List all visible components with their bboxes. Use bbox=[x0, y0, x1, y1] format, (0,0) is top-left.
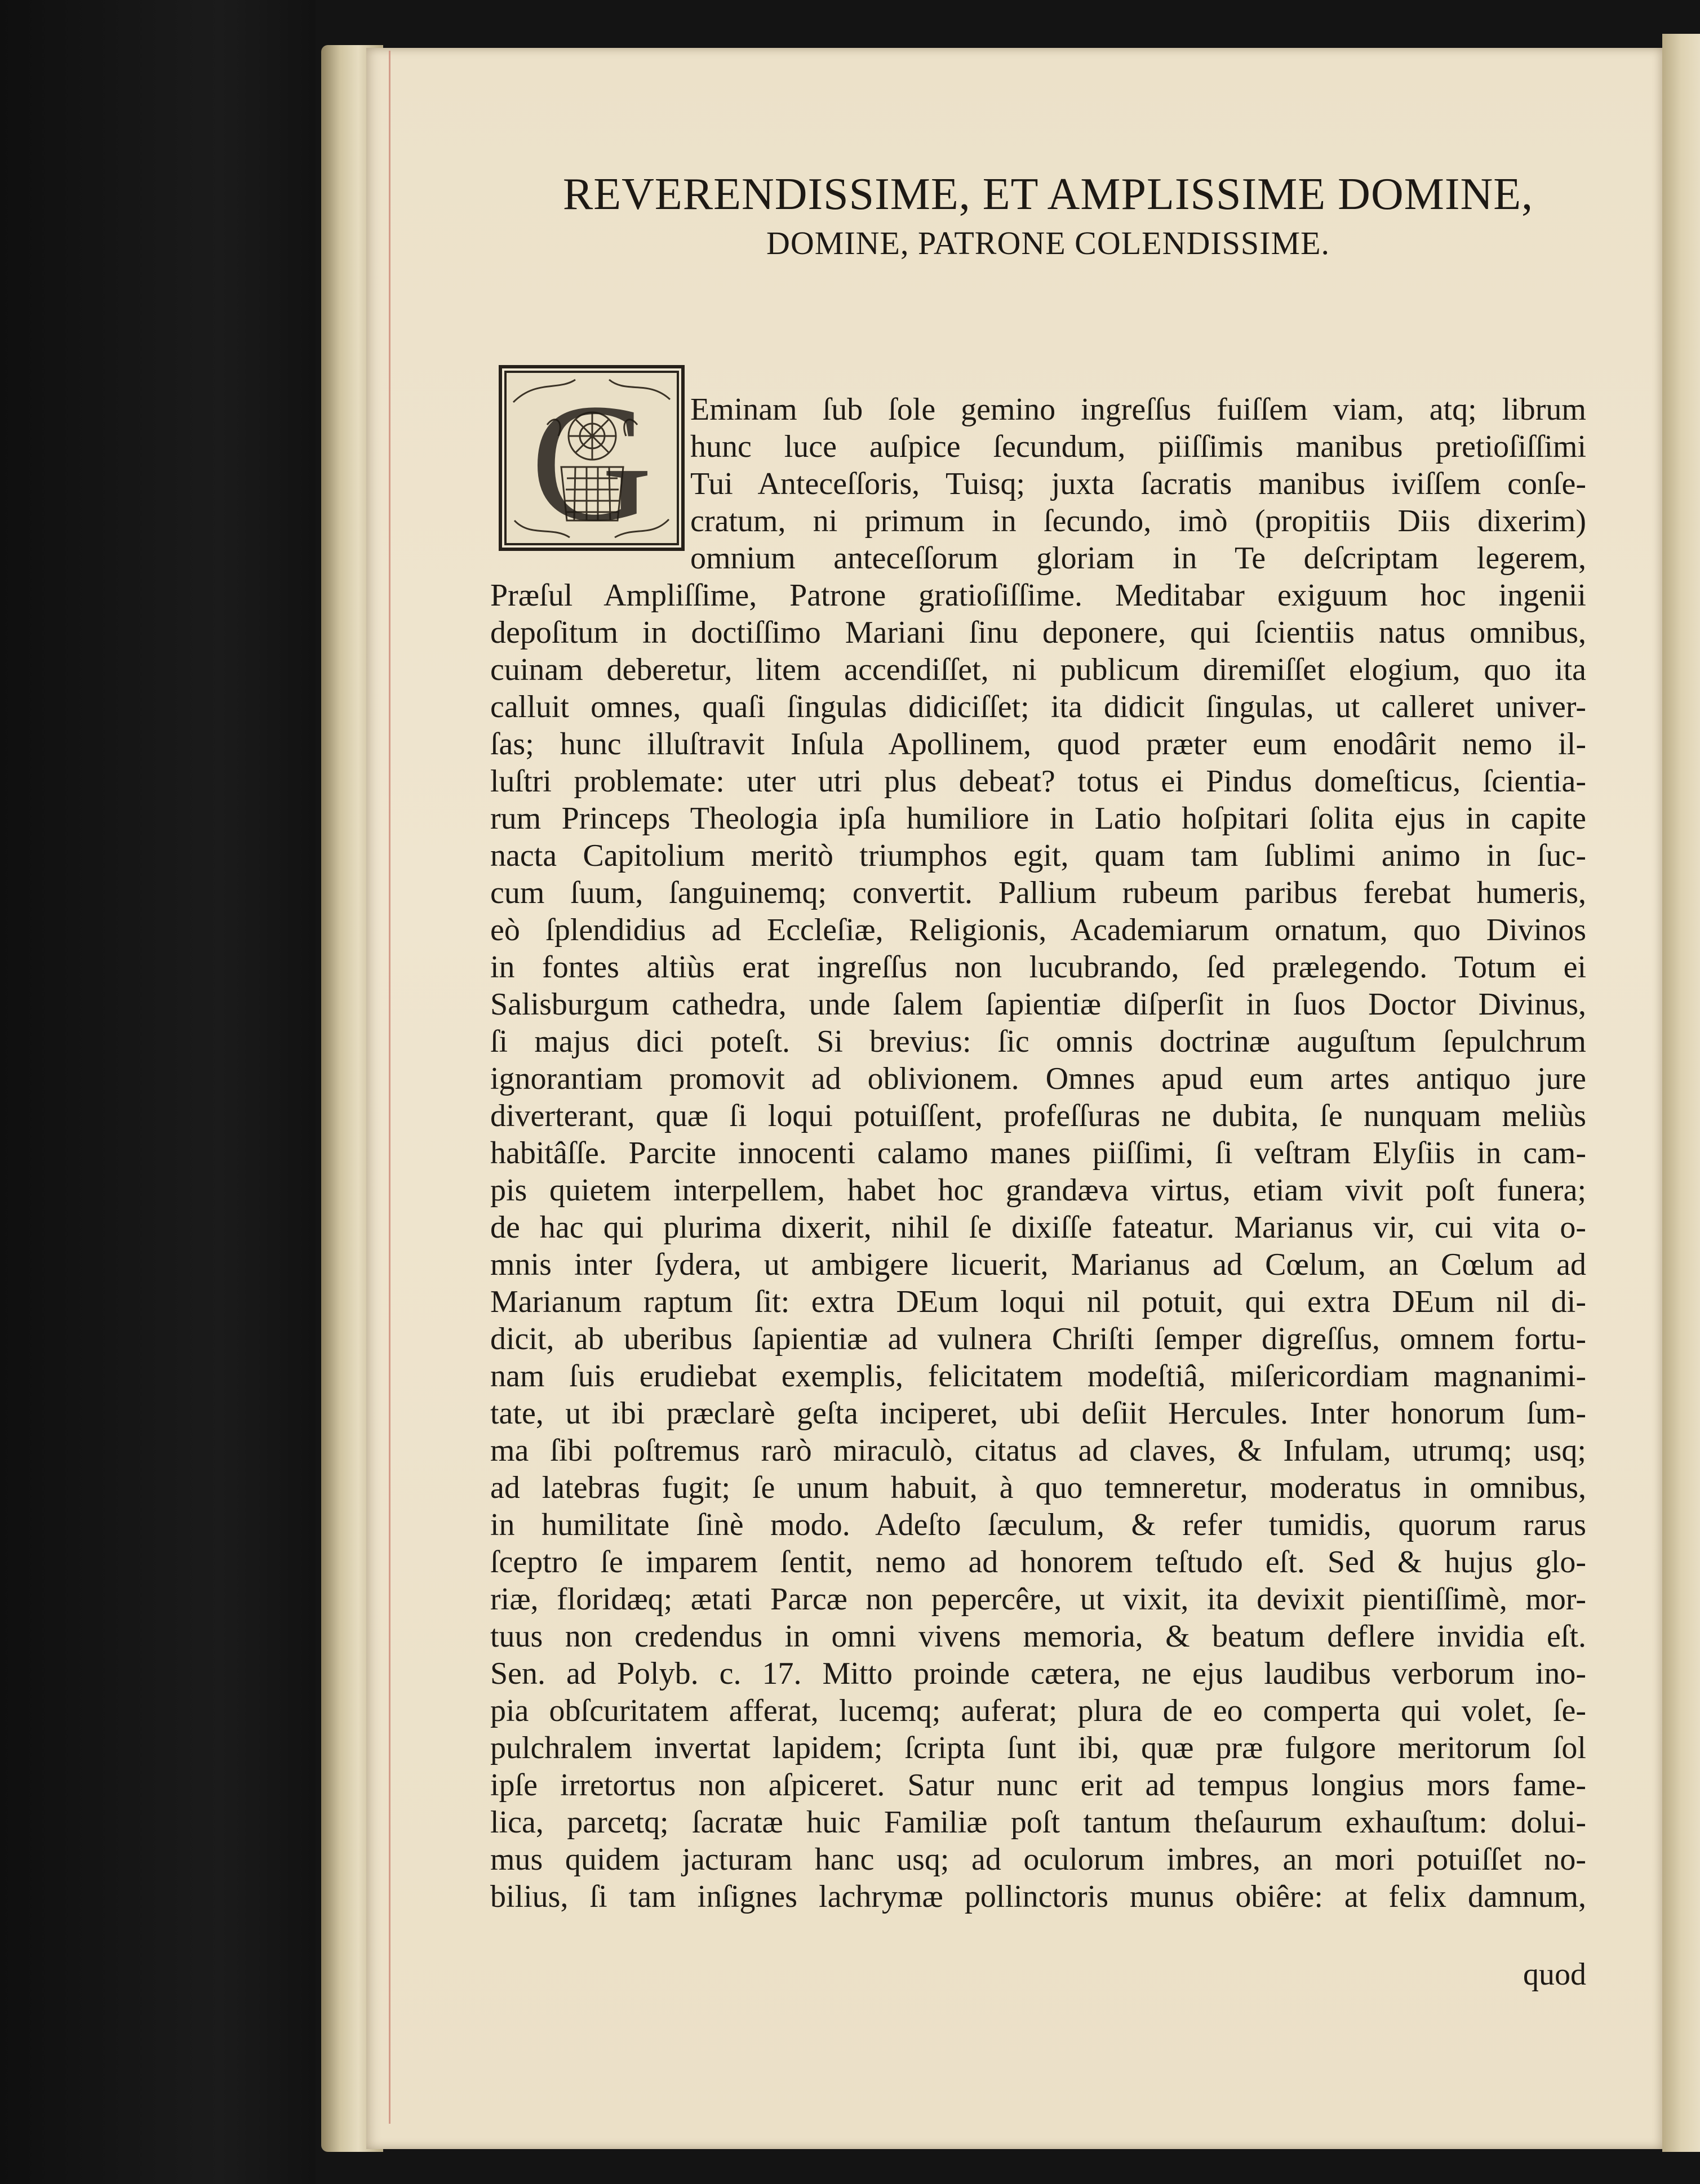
text-line: ſi majus dici poteſt. Si brevius: ſic omnis doctrinæ auguſtum ſepulchrum bbox=[490, 1024, 1586, 1059]
text-line: de hac qui plurima dixerit, nihil ſe dixiſſe fateatur. Marianus vir, cui vita o- bbox=[490, 1210, 1586, 1245]
text-line: pia obſcuritatem afferat, lucemq; auferat; plura de eo comperta qui volet, ſe- bbox=[490, 1693, 1586, 1728]
text-line: cratum, ni primum in ſecundo, imò (propitiis Diis dixerim) bbox=[690, 504, 1586, 539]
text-line: mus quidem jacturam hanc usq; ad oculorum imbres, an mori potuiſſet no- bbox=[490, 1842, 1586, 1877]
text-line: ad latebras fugit; ſe unum habuit, à quo temneretur, moderatus in omnibus, bbox=[490, 1470, 1586, 1505]
text-line: habitâſſe. Parcite innocenti calamo manes piiſſimi, ſi veſtram Elyſiis in cam- bbox=[490, 1136, 1586, 1171]
heading-sub: DOMINE, PATRONE COLENDISSIME. bbox=[766, 225, 1330, 261]
text-line: ſas; hunc illuſtravit Inſula Apollinem, quod præter eum enodârit nemo il- bbox=[490, 727, 1586, 762]
text-line: in humilitate ſinè modo. Adeſto ſæculum, & refer tumidis, quorum rarus bbox=[490, 1507, 1586, 1542]
text-line: nacta Capitolium meritò triumphos egit, quam tam ſublimi animo in ſuc- bbox=[490, 838, 1586, 873]
text-line: Salisburgum cathedra, unde ſalem ſapientiæ diſperſit in ſuos Doctor Divinus, bbox=[490, 987, 1586, 1022]
text-line: dicit, ab uberibus ſapientiæ ad vulnera Chriſti ſemper digreſſus, omnem fortu- bbox=[490, 1322, 1586, 1356]
text-line: cuinam deberetur, litem accendiſſet, ni publicum diremiſſet elogium, quo ita bbox=[490, 652, 1586, 687]
text-line: tuus non credendus in omni vivens memoria, & beatum deflere invidia eſt. bbox=[490, 1619, 1586, 1654]
text-line: pis quietem interpellem, habet hoc grandæva virtus, etiam vivit poſt funera; bbox=[490, 1173, 1586, 1208]
text-line: Eminam ſub ſole gemino ingreſſus fuiſſem viam, atq; librum bbox=[690, 392, 1586, 427]
text-line: cum ſuum, ſanguinemq; convertit. Pallium rubeum paribus ferebat humeris, bbox=[490, 875, 1586, 910]
text-line: riæ, floridæq; ætati Parcæ non pepercêre, ut vixit, ita devixit pientiſſimè, mor- bbox=[490, 1582, 1586, 1617]
text-line: luſtri problemate: uter utri plus debeat? totus ei Pindus domeſticus, ſcientia- bbox=[490, 764, 1586, 799]
text-line: calluit omnes, quaſi ſingulas didiciſſet; ita didicit ſingulas, ut calleret univer- bbox=[490, 690, 1586, 724]
text-line: bilius, ſi tam inſignes lachrymæ pollinctoris munus obiêre: at felix damnum, bbox=[490, 1879, 1586, 1914]
text-line: rum Princeps Theologia ipſa humiliore in Latio hoſpitari ſolita ejus in capite bbox=[490, 801, 1586, 836]
text-line: nam ſuis erudiebat exemplis, felicitatem modeſtiâ, miſericordiam magnanimi- bbox=[490, 1359, 1586, 1394]
ornamental-initial-drawing bbox=[502, 368, 681, 548]
text-line: Præſul Ampliſſime, Patrone gratioſiſſime. Meditabar exiguum hoc ingenii bbox=[490, 578, 1586, 613]
text-line: tate, ut ibi præclarè geſta inciperet, ubi deſiit Hercules. Inter honorum ſum- bbox=[490, 1396, 1586, 1431]
text-line: Tui Anteceſſoris, Tuisq; juxta ſacratis manibus iviſſem conſe- bbox=[690, 466, 1586, 501]
text-line: ma ſibi poſtremus rarò miraculò, citatus ad claves, & Infulam, utrumq; usq; bbox=[490, 1433, 1586, 1468]
dark-backdrop bbox=[0, 0, 316, 2184]
text-line: ipſe irretortus non aſpiceret. Satur nunc erit ad tempus longius mors fame- bbox=[490, 1768, 1586, 1803]
text-line: mnis inter ſydera, ut ambigere licuerit, Marianus ad Cœlum, an Cœlum ad bbox=[490, 1247, 1586, 1282]
text-line: Sen. ad Polyb. c. 17. Mitto proinde cætera, ne ejus laudibus verborum ino- bbox=[490, 1656, 1586, 1691]
text-line: diverterant, quæ ſi loqui potuiſſent, profeſſuras ne dubita, ſe nunquam meliùs bbox=[490, 1098, 1586, 1133]
ornamental-initial bbox=[499, 365, 685, 551]
text-line: omnium anteceſſorum gloriam in Te deſcriptam legerem, bbox=[690, 541, 1586, 576]
text-line: eò ſplendidius ad Eccleſiæ, Religionis, Academiarum ornatum, quo Divinos bbox=[490, 913, 1586, 948]
catchword: quod bbox=[1523, 1957, 1586, 1992]
text-line: in fontes altiùs erat ingreſſus non lucubrando, ſed prælegendo. Totum ei bbox=[490, 950, 1586, 985]
facing-page-edge bbox=[1662, 34, 1700, 2152]
initial-letter: G bbox=[530, 369, 653, 548]
text-line: ſceptro ſe imparem ſentit, nemo ad honorem teſtudo eſt. Sed & hujus glo- bbox=[490, 1545, 1586, 1580]
text-line: hunc luce auſpice ſecundum, piiſſimis manibus pretioſiſſimi bbox=[690, 429, 1586, 464]
text-line: lica, parcetq; ſacratæ huic Familiæ poſt tantum theſaurum exhauſtum: dolui- bbox=[490, 1805, 1586, 1840]
text-line: ignorantiam promovit ad oblivionem. Omnes apud eum artes antiquo jure bbox=[490, 1061, 1586, 1096]
red-margin-rule bbox=[389, 51, 390, 2124]
text-line: Marianum raptum ſit: extra DEum loqui nil potuit, qui extra DEum nil di- bbox=[490, 1284, 1586, 1319]
text-line: pulchralem invertat lapidem; ſcripta ſunt ibi, quæ præ fulgore meritorum ſol bbox=[490, 1731, 1586, 1765]
heading-main: REVERENDISSIME, ET AMPLISSIME DOMINE, bbox=[562, 170, 1534, 219]
text-line: depoſitum in doctiſſimo Mariani ſinu deponere, qui ſcientiis natus omnibus, bbox=[490, 615, 1586, 650]
